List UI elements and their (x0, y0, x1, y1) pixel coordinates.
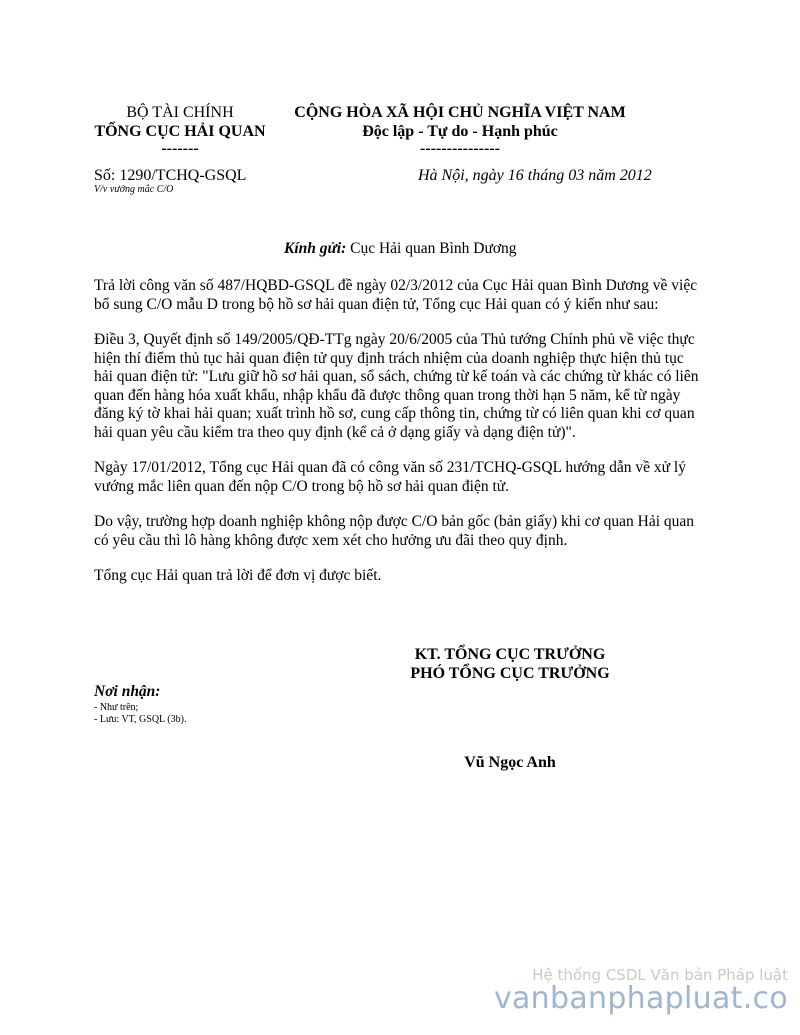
paragraph-2-line: hiện thí điểm thủ tục hải quan điện tử quy định trách nhiệm của doanh nghiệp thực hiện thủ tục (94, 349, 684, 367)
paragraph-4 (94, 513, 714, 550)
signer-name: Vũ Ngọc Anh (464, 754, 556, 771)
paragraph-2-line: hải quan yêu cầu kiểm tra theo quy định (kể cả ở dạng giấy và dạng điện tử)". (94, 423, 576, 441)
nation-separator: --------------- (420, 140, 500, 157)
place-date: Hà Nội, ngày 16 tháng 03 năm 2012 (418, 167, 652, 184)
recipient-label: Kính gửi: (284, 240, 347, 257)
paragraph-3-line: Ngày 17/01/2012, Tổng cục Hải quan đã có công văn số 231/TCHQ-GSQL hướng dẫn về xử lý (94, 459, 686, 476)
watermark-line-1: Hệ thống CSDL Văn bản Pháp luật (532, 966, 788, 984)
nation-motto: Độc lập - Tự do - Hạnh phúc (362, 123, 558, 140)
recipients-label: Nơi nhận: (94, 683, 161, 700)
recipient-name: Cục Hải quan Bình Dương (350, 240, 517, 257)
paragraph-2-line: Điều 3, Quyết định số 149/2005/QĐ-TTg ngày 20/6/2005 của Thủ tướng Chính phủ về việc thực (94, 331, 695, 348)
org-separator: ------- (161, 140, 199, 157)
paragraph-5-line: Tổng cục Hải quan trả lời để đơn vị được biết. (94, 567, 382, 584)
recipients-item: - Như trên; (94, 701, 139, 713)
paragraph-2 (94, 331, 714, 443)
signature-title-2: PHÓ TỔNG CỤC TRƯỞNG (410, 665, 610, 682)
recipient-line (284, 240, 517, 259)
nation-title: CỘNG HÒA XÃ HỘI CHỦ NGHĨA VIỆT NAM (294, 104, 626, 121)
watermark-line-2: vanbanphapluat.co (493, 981, 788, 1016)
national-header (290, 103, 630, 156)
paragraph-5 (94, 567, 714, 586)
paragraph-4-line: có yêu cầu thì lô hàng không được xem xét cho hưởng ưu đãi theo quy định. (94, 531, 568, 549)
org-department: TỔNG CỤC HẢI QUAN (94, 123, 266, 140)
paragraph-2-line: quan đến hàng hóa xuất khẩu, nhập khẩu đã được thông quan trong thời hạn 5 năm, kể từ ngày (94, 386, 681, 404)
document-subject: V/v vướng mắc C/O (94, 184, 174, 195)
paragraph-2-line: hải quan điện tử: "Lưu giữ hồ sơ hải quan, sổ sách, chứng từ kế toán và các chứng từ khác có liên (94, 368, 699, 386)
signature-title-1: KT. TỔNG CỤC TRƯỞNG (414, 646, 606, 663)
org-header (80, 103, 280, 156)
paragraph-3 (94, 459, 714, 496)
recipients-item: - Lưu: VT, GSQL (3b). (94, 713, 187, 725)
paragraph-3-line: vướng mắc liên quan đến nộp C/O trong bộ hồ sơ hải quan điện tử. (94, 477, 510, 495)
document-number: Số: 1290/TCHQ-GSQL (94, 167, 247, 184)
paragraph-1 (94, 277, 714, 314)
org-ministry: BỘ TÀI CHÍNH (126, 104, 234, 121)
paragraph-1-line: Trả lời công văn số 487/HQBD-GSQL đề ngày 02/3/2012 của Cục Hải quan Bình Dương về việc (94, 277, 698, 294)
recipients-block (94, 683, 186, 726)
paragraph-4-line: Do vậy, trường hợp doanh nghiệp không nộp được C/O bản gốc (bản giấy) khi cơ quan Hải quan (94, 513, 695, 530)
signature-titles (390, 645, 630, 683)
paragraph-2-line: đăng ký tờ khai hải quan; xuất trình hồ sơ, cung cấp thông tin, chứng từ có liên quan khi cơ quan (94, 405, 695, 423)
paragraph-1-line: bổ sung C/O mẫu D trong bộ hồ sơ hải quan điện tử, Tổng cục Hải quan có ý kiến như sau: (94, 295, 659, 313)
